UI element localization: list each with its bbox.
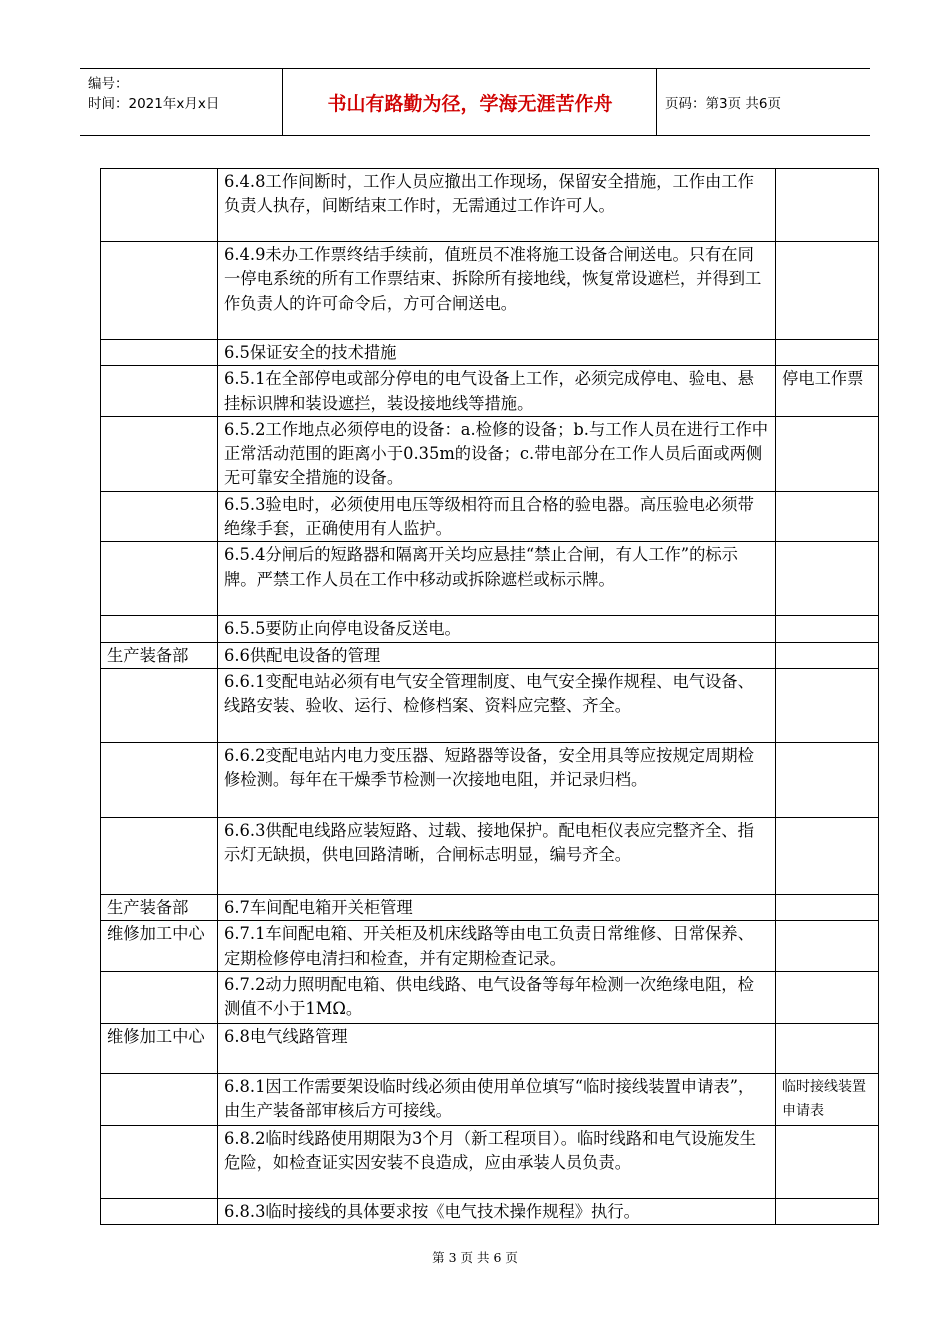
note-cell (776, 971, 879, 1023)
dept-cell (101, 668, 218, 742)
table-row (101, 971, 879, 1023)
note-cell (776, 340, 879, 366)
clause-cell: 6.8电气线路管理 (218, 1023, 776, 1073)
table-row (101, 169, 879, 242)
header-divider (282, 68, 283, 136)
note-cell (776, 642, 879, 668)
dept-cell (101, 817, 218, 894)
note-cell (776, 1023, 879, 1073)
table-row (101, 817, 879, 894)
note-cell (776, 1125, 879, 1198)
note-cell: 临时接线装置申请表 (776, 1073, 879, 1125)
table-row (101, 616, 879, 642)
clause-cell: 6.6供配电设备的管理 (218, 642, 776, 668)
note-cell (776, 668, 879, 742)
header-page-info: 页码：第3页 共6页 (665, 96, 781, 112)
page-header (80, 68, 870, 136)
dept-cell: 维修加工中心 (101, 1023, 218, 1073)
clause-cell: 6.8.3临时接线的具体要求按《电气技术操作规程》执行。 (218, 1198, 776, 1224)
clause-cell: 6.7车间配电箱开关柜管理 (218, 894, 776, 920)
dept-cell (101, 366, 218, 417)
table-row (101, 542, 879, 616)
clause-cell: 6.7.2动力照明配电箱、供电线路、电气设备等每年检测一次绝缘电阻，检测值不小于1MΩ。 (218, 971, 776, 1023)
dept-cell: 生产装备部 (101, 894, 218, 920)
table-row (101, 366, 879, 417)
clause-cell: 6.6.2变配电站内电力变压器、短路器等设备，安全用具等应按规定周期检修检测。每年在干燥季节检测一次接地电阻，并记录归档。 (218, 742, 776, 817)
note-cell (776, 416, 879, 491)
table-row (101, 1125, 879, 1198)
clause-cell: 6.5.4分闸后的短路器和隔离开关均应悬挂“禁止合闸，有人工作”的标示牌。严禁工作人员在工作中移动或拆除遮栏或标示牌。 (218, 542, 776, 616)
note-cell (776, 817, 879, 894)
dept-cell (101, 616, 218, 642)
table-row (101, 742, 879, 817)
page-footer: 第 3 页 共 6 页 (432, 1250, 518, 1265)
note-cell (776, 921, 879, 972)
table-row (101, 1198, 879, 1224)
table-row (101, 491, 879, 542)
clause-cell: 6.8.2临时线路使用期限为3个月（新工程项目）。临时线路和电气设施发生危险，如检查证实因安装不良造成，应由承装人员负责。 (218, 1125, 776, 1198)
table-row (101, 1073, 879, 1125)
table-row (101, 242, 879, 340)
dept-cell (101, 416, 218, 491)
table-row (101, 668, 879, 742)
note-cell (776, 542, 879, 616)
date-label: 时间：2021年x月x日 (88, 96, 220, 112)
note-cell (776, 894, 879, 920)
clause-cell: 6.7.1车间配电箱、开关柜及机床线路等由电工负责日常维修、日常保养、定期检修停电清扫和检查，并有定期检查记录。 (218, 921, 776, 972)
note-cell (776, 742, 879, 817)
dept-cell (101, 340, 218, 366)
clause-cell: 6.5保证安全的技术措施 (218, 340, 776, 366)
clause-cell: 6.5.5要防止向停电设备反送电。 (218, 616, 776, 642)
regulation-table (100, 168, 879, 1225)
code-label: 编号： (88, 76, 129, 92)
table-row (101, 921, 879, 972)
table-row (101, 642, 879, 668)
header-motto: 书山有路勤为径，学海无涯苦作舟 (327, 92, 613, 115)
table-row (101, 416, 879, 491)
clause-cell: 6.5.3验电时，必须使用电压等级相符而且合格的验电器。高压验电必须带绝缘手套，正确使用有人监护。 (218, 491, 776, 542)
dept-cell: 生产装备部 (101, 642, 218, 668)
dept-cell (101, 1073, 218, 1125)
header-meta (88, 74, 219, 114)
note-cell (776, 491, 879, 542)
table-row (101, 1023, 879, 1073)
dept-cell (101, 971, 218, 1023)
table-row (101, 894, 879, 920)
dept-cell (101, 542, 218, 616)
note-cell (776, 169, 879, 242)
clause-cell: 6.5.1在全部停电或部分停电的电气设备上工作，必须完成停电、验电、悬挂标识牌和装设遮拦，装设接地线等措施。 (218, 366, 776, 417)
note-cell (776, 242, 879, 340)
dept-cell (101, 491, 218, 542)
clause-cell: 6.4.9未办工作票终结手续前，值班员不准将施工设备合闸送电。只有在同一停电系统的所有工作票结束、拆除所有接地线，恢复常设遮栏，并得到工作负责人的许可命令后，方可合闸送电。 (218, 242, 776, 340)
dept-cell (101, 242, 218, 340)
dept-cell (101, 742, 218, 817)
table-row (101, 340, 879, 366)
note-cell (776, 616, 879, 642)
clause-cell: 6.6.3供配电线路应装短路、过载、接地保护。配电柜仪表应完整齐全、指示灯无缺损，供电回路清晰，合闸标志明显，编号齐全。 (218, 817, 776, 894)
clause-cell: 6.8.1因工作需要架设临时线必须由使用单位填写“临时接线装置申请表”，由生产装备部审核后方可接线。 (218, 1073, 776, 1125)
clause-cell: 6.6.1变配电站必须有电气安全管理制度、电气安全操作规程、电气设备、线路安装、验收、运行、检修档案、资料应完整、齐全。 (218, 668, 776, 742)
note-cell: 停电工作票 (776, 366, 879, 417)
dept-cell: 维修加工中心 (101, 921, 218, 972)
clause-cell: 6.5.2工作地点必须停电的设备：a.检修的设备；b.与工作人员在进行工作中正常活动范围的距离小于0.35m的设备；c.带电部分在工作人员后面或两侧无可靠安全措施的设备。 (218, 416, 776, 491)
note-cell (776, 1198, 879, 1224)
header-divider (656, 68, 657, 136)
dept-cell (101, 1125, 218, 1198)
dept-cell (101, 169, 218, 242)
dept-cell (101, 1198, 218, 1224)
clause-cell: 6.4.8工作间断时，工作人员应撤出工作现场，保留安全措施，工作由工作负责人执存，间断结束工作时，无需通过工作许可人。 (218, 169, 776, 242)
